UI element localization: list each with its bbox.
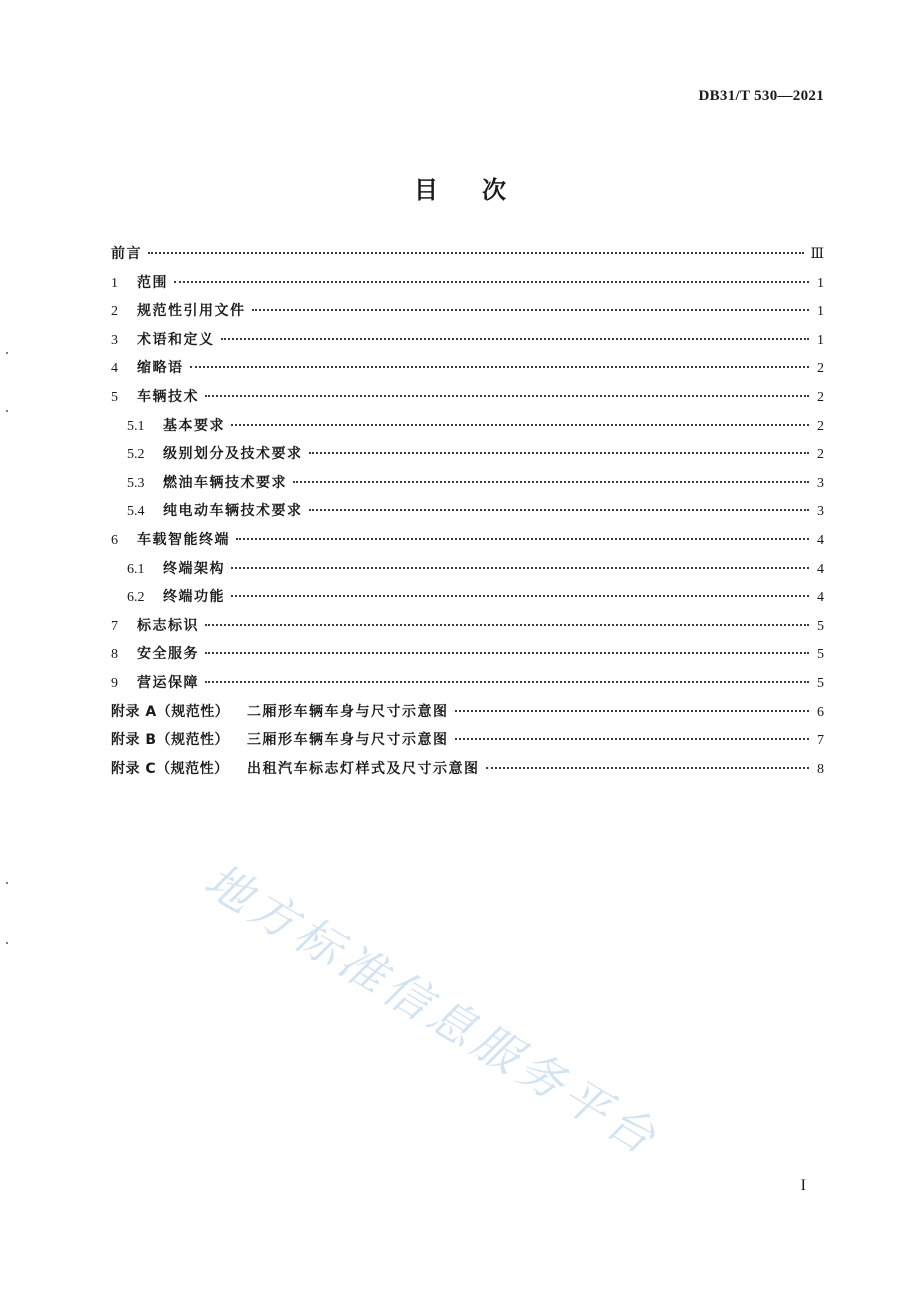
toc-entry[interactable] [111,701,824,730]
toc-leader-dots [252,309,810,311]
toc-entry-page: 1 [817,332,824,348]
toc-entry[interactable] [111,272,824,301]
scan-speck [6,352,8,354]
toc-entry-page: 3 [817,475,824,491]
page-title: 目次 [414,176,550,204]
toc-entry-page: 2 [817,361,824,377]
toc-entry[interactable] [111,243,824,272]
toc-entry-label: 终端功能 [163,589,225,606]
toc-leader-dots [231,567,809,569]
toc-entry[interactable] [111,729,824,758]
toc-appendix-prefix: 附录 C（规范性） [111,760,229,777]
scan-speck [6,942,8,944]
toc-entry-label: 术语和定义 [137,331,215,348]
toc-appendix-prefix: 附录 A（规范性） [111,703,230,720]
toc-entry-page: 4 [817,590,824,606]
toc-appendix-prefix: 附录 B（规范性） [111,732,230,749]
toc-entry[interactable] [111,500,824,529]
toc-entry[interactable] [111,329,824,358]
toc-entry-label: 出租汽车标志灯样式及尺寸示意图 [247,760,480,777]
scan-speck [6,882,8,884]
toc-entry-label: 规范性引用文件 [137,303,246,320]
toc-entry-label: 营运保障 [137,674,199,691]
toc-leader-dots [190,366,810,368]
toc-leader-dots [486,767,810,769]
toc-entry-label: 三厢形车辆车身与尺寸示意图 [247,732,449,749]
toc-leader-dots [205,624,809,626]
toc-entry-label: 标志标识 [137,617,199,634]
toc-entry-page: 1 [817,304,824,320]
toc-entry-page: Ⅲ [810,247,824,262]
toc-entry[interactable] [111,386,824,415]
toc-entry[interactable] [111,758,824,787]
toc-entry-page: 2 [817,389,824,405]
toc-entry-page: 4 [817,561,824,577]
toc-entry-number: 5.1 [127,418,145,434]
toc-leader-dots [236,538,809,540]
toc-entry-label: 车辆技术 [137,388,199,405]
toc-entry-label: 二厢形车辆车身与尺寸示意图 [247,703,449,720]
toc-leader-dots [231,595,809,597]
toc-entry-page: 1 [817,275,824,291]
toc-entry-page: 6 [817,704,824,720]
scan-speck [6,410,8,412]
toc-leader-dots [205,395,809,397]
toc-entry[interactable] [111,558,824,587]
table-of-contents [111,243,824,786]
toc-leader-dots [231,424,809,426]
toc-entry[interactable] [111,672,824,701]
page-number: I [800,1177,806,1194]
toc-entry-number: 6.1 [127,561,145,577]
toc-entry-page: 5 [817,675,824,691]
toc-entry-page: 7 [817,733,824,749]
toc-leader-dots [205,681,809,683]
toc-entry-number: 5.2 [127,447,145,463]
toc-entry[interactable] [111,529,824,558]
document-code: DB31/T 530—2021 [698,88,824,104]
toc-leader-dots [309,509,810,511]
toc-entry-number: 2 [111,304,118,320]
toc-entry-label: 基本要求 [163,417,225,434]
toc-leader-dots [148,252,804,254]
toc-entry-page: 5 [817,647,824,663]
toc-entry-label: 级别划分及技术要求 [163,446,303,463]
toc-entry[interactable] [111,586,824,615]
toc-entry-label: 纯电动车辆技术要求 [163,503,303,520]
watermark: 地方标准信息服务平台 [195,852,670,1167]
toc-leader-dots [293,481,809,483]
toc-entry-number: 8 [111,647,118,663]
toc-entry-number: 5.3 [127,475,145,491]
toc-entry[interactable] [111,643,824,672]
toc-entry[interactable] [111,472,824,501]
toc-leader-dots [309,452,810,454]
toc-entry-page: 2 [817,447,824,463]
toc-entry-label: 车载智能终端 [137,531,230,548]
toc-entry-label: 前言 [111,246,142,262]
toc-entry-page: 2 [817,418,824,434]
toc-entry-number: 5 [111,389,118,405]
toc-entry-number: 5.4 [127,504,145,520]
toc-entry-label: 范围 [137,274,168,291]
toc-entry[interactable] [111,615,824,644]
toc-entry-page: 5 [817,618,824,634]
toc-entry-label: 缩略语 [137,360,184,377]
toc-entry[interactable] [111,415,824,444]
toc-leader-dots [174,281,809,283]
toc-entry-page: 4 [817,532,824,548]
toc-leader-dots [455,710,810,712]
toc-leader-dots [455,738,810,740]
toc-entry-page: 8 [817,761,824,777]
toc-leader-dots [205,652,809,654]
toc-entry-number: 9 [111,675,118,691]
toc-entry-number: 1 [111,275,118,291]
toc-entry-label: 安全服务 [137,646,199,663]
toc-entry-page: 3 [817,504,824,520]
toc-entry[interactable] [111,300,824,329]
toc-entry-number: 4 [111,361,118,377]
toc-entry-number: 7 [111,618,118,634]
toc-entry[interactable] [111,443,824,472]
toc-leader-dots [221,338,810,340]
toc-entry-number: 6 [111,532,118,548]
toc-entry-number: 6.2 [127,590,145,606]
toc-entry-label: 燃油车辆技术要求 [163,474,287,491]
toc-entry-number: 3 [111,332,118,348]
toc-entry[interactable] [111,357,824,386]
toc-entry-label: 终端架构 [163,560,225,577]
